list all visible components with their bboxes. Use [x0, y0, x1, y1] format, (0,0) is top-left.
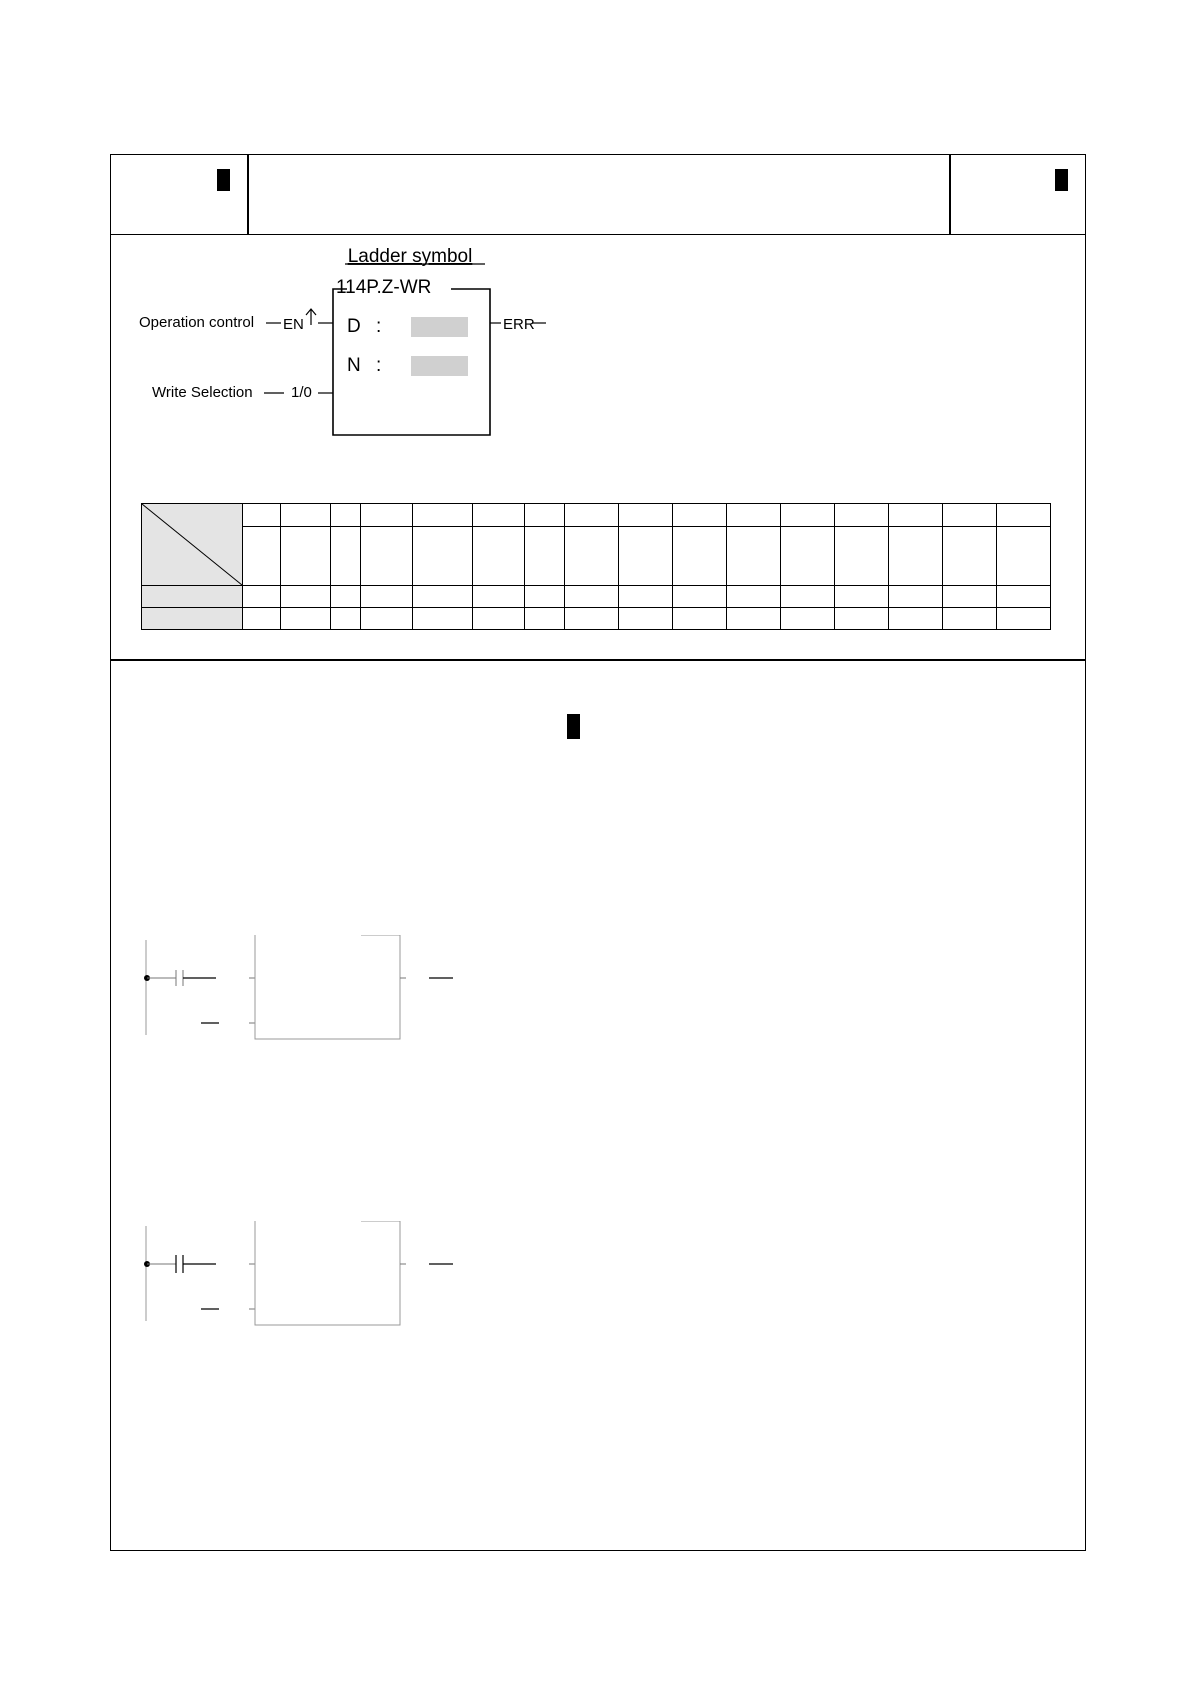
table-cell: [565, 504, 619, 527]
table-cell: [997, 504, 1051, 527]
table-cell: [361, 608, 413, 630]
table-cell: [673, 586, 727, 608]
table-cell: [997, 586, 1051, 608]
table-cell: [727, 586, 781, 608]
header-row: [111, 155, 1085, 235]
table-cell: [331, 504, 361, 527]
table-cell: [943, 608, 997, 630]
table-cell: [781, 608, 835, 630]
redaction-mark-left: [217, 169, 230, 191]
table-cell: [889, 504, 943, 527]
table-cell: [243, 527, 281, 586]
table-cell: [331, 608, 361, 630]
redaction-mark-center: [567, 714, 580, 739]
table-row: [142, 527, 1051, 586]
instruction-name: 114P.Z-WR: [336, 277, 432, 298]
table-cell: [473, 527, 525, 586]
header-divider-right: [949, 155, 951, 235]
section-divider: [111, 659, 1085, 661]
input-write-value: 1/0: [291, 384, 312, 401]
operand-d-colon: :: [376, 316, 382, 337]
operand-n-label: N: [347, 355, 361, 376]
table-corner-cell: [142, 504, 243, 586]
table-cell: [281, 504, 331, 527]
table-cell: [889, 586, 943, 608]
table-cell: [727, 504, 781, 527]
table-cell: [413, 527, 473, 586]
table-cell: [565, 608, 619, 630]
ladder-example-2: [131, 1221, 471, 1331]
operand-d-label: D: [347, 316, 361, 337]
table-cell: [835, 504, 889, 527]
table-cell: [835, 586, 889, 608]
table-cell: [781, 527, 835, 586]
table-cell: [473, 504, 525, 527]
table-cell: [835, 527, 889, 586]
table-cell: [243, 504, 281, 527]
table-cell: [781, 504, 835, 527]
table-row: [142, 608, 1051, 630]
redaction-mark-right: [1055, 169, 1068, 191]
table-cell: [943, 504, 997, 527]
table-cell: [361, 504, 413, 527]
table-cell: [619, 504, 673, 527]
table-cell: [565, 527, 619, 586]
table-cell: [781, 586, 835, 608]
table-cell: [413, 608, 473, 630]
ladder-example-1: [131, 935, 471, 1045]
table-cell: [619, 527, 673, 586]
table-cell: [525, 586, 565, 608]
table-cell: [525, 608, 565, 630]
operand-d-field: [411, 317, 468, 337]
table-cell: [243, 586, 281, 608]
table-cell: [525, 504, 565, 527]
operand-n-field: [411, 356, 468, 376]
table-cell: [727, 527, 781, 586]
device-table: [141, 503, 1051, 630]
ladder-symbol-diagram: [111, 235, 631, 445]
table-cell: [943, 527, 997, 586]
diagonal-line: [142, 504, 242, 585]
table-cell: [565, 586, 619, 608]
table-cell: [281, 527, 331, 586]
table-cell: [943, 586, 997, 608]
header-divider-left: [247, 155, 249, 235]
table-cell: [243, 608, 281, 630]
operand-n-colon: :: [376, 355, 382, 376]
table-cell: [835, 608, 889, 630]
table-cell: [331, 527, 361, 586]
table-cell: [889, 608, 943, 630]
page-frame: [110, 154, 1086, 1551]
table-cell: [727, 608, 781, 630]
table-cell: [619, 608, 673, 630]
input-operation-control: Operation control: [139, 314, 255, 331]
table-cell: [473, 608, 525, 630]
table-cell: [997, 527, 1051, 586]
input-write-selection: Write Selection: [152, 384, 253, 401]
output-err: ERR: [503, 316, 535, 333]
table-cell: [673, 504, 727, 527]
table-cell: [413, 586, 473, 608]
table-cell: [281, 586, 331, 608]
table-cell: [997, 608, 1051, 630]
table-cell: [619, 586, 673, 608]
table-cell: [673, 527, 727, 586]
table-row-header: [142, 608, 243, 630]
function-box: [255, 935, 400, 1039]
table-cell: [413, 504, 473, 527]
table-row-header: [142, 586, 243, 608]
table-cell: [361, 527, 413, 586]
table-cell: [361, 586, 413, 608]
table-cell: [281, 608, 331, 630]
table-cell: [331, 586, 361, 608]
input-en: EN: [283, 316, 304, 333]
table-cell: [525, 527, 565, 586]
ladder-symbol-title: Ladder symbol: [347, 246, 473, 267]
table-cell: [889, 527, 943, 586]
function-box: [255, 1221, 400, 1325]
table-row: [142, 504, 1051, 527]
table-row: [142, 586, 1051, 608]
table-cell: [673, 608, 727, 630]
table-cell: [473, 586, 525, 608]
